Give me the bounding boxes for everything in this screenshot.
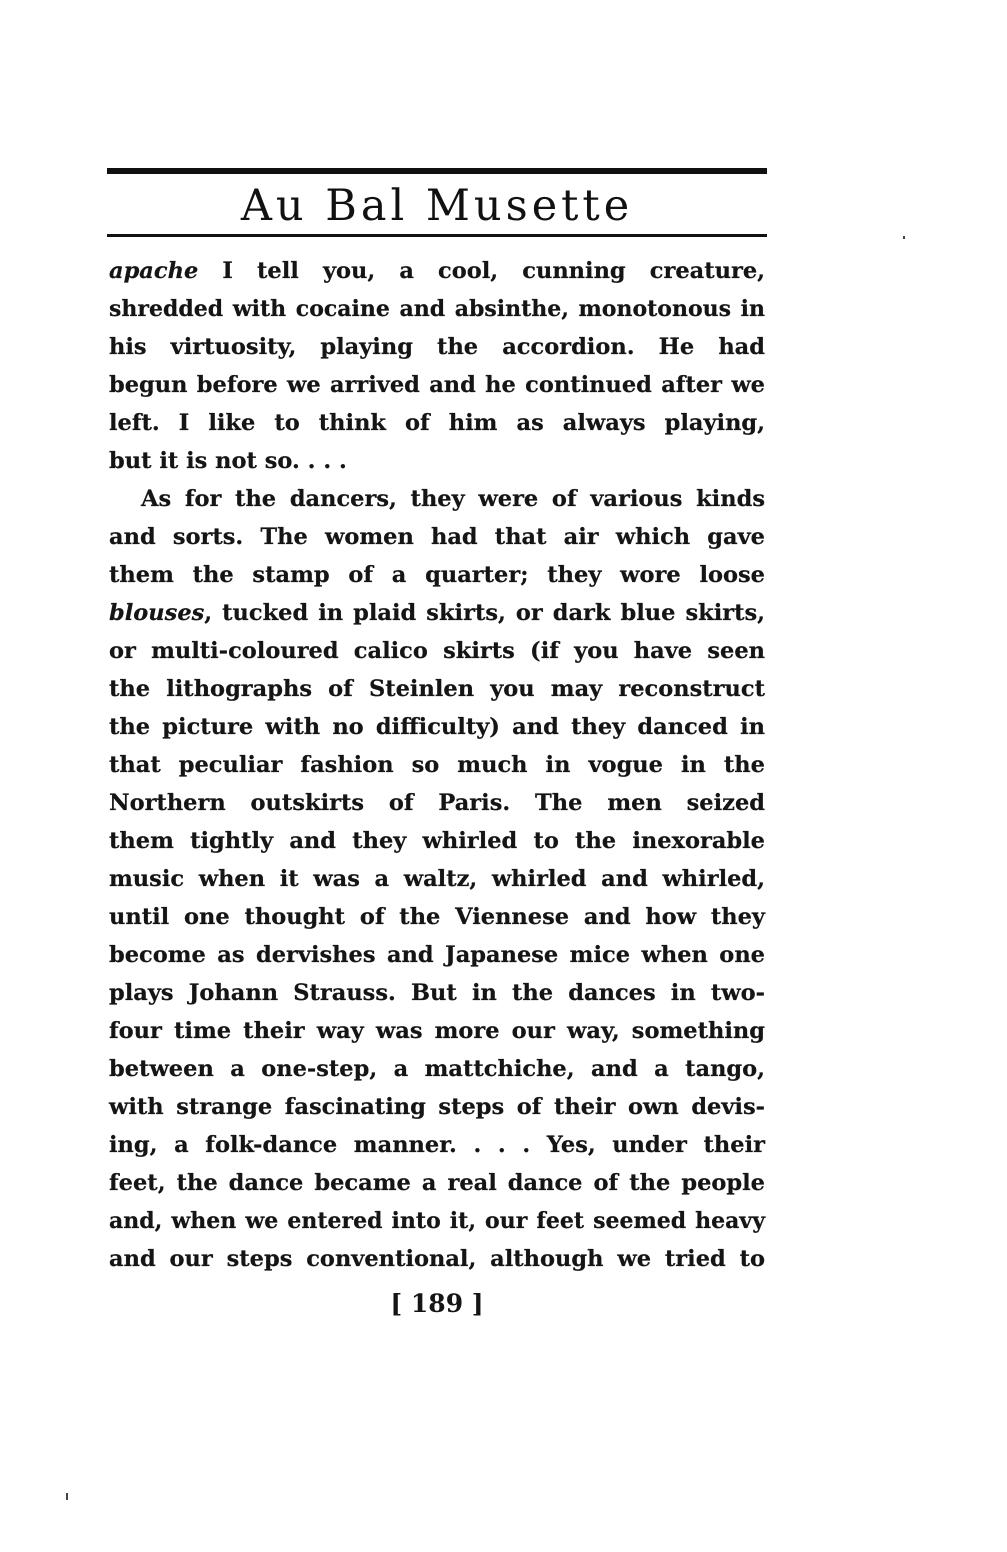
line-text: and sorts. The women had that air which gave bbox=[109, 524, 765, 550]
line-text: and our steps conventional, although we tried to bbox=[109, 1246, 765, 1272]
text-line-12 bbox=[109, 670, 765, 708]
text-line-18 bbox=[109, 898, 765, 936]
italic-word: blouses bbox=[109, 600, 205, 626]
line-text: ing, a folk-dance manner. . . . Yes, under their bbox=[109, 1132, 765, 1158]
text-line-5 bbox=[109, 404, 765, 442]
header-rule-top bbox=[107, 168, 767, 174]
line-text: that peculiar fashion so much in vogue in the bbox=[109, 752, 765, 778]
line-text: his virtuosity, playing the accordion. He had bbox=[109, 334, 765, 360]
text-line-4 bbox=[109, 366, 765, 404]
text-line-23 bbox=[109, 1088, 765, 1126]
text-line-19 bbox=[109, 936, 765, 974]
text-line-15 bbox=[109, 784, 765, 822]
text-line-6 bbox=[109, 442, 765, 480]
line-text: until one thought of the Viennese and how they bbox=[109, 904, 765, 930]
line-text: four time their way was more our way, something bbox=[109, 1018, 765, 1044]
text-line-3 bbox=[109, 328, 765, 366]
line-text: the lithographs of Steinlen you may reconstruct bbox=[109, 676, 765, 702]
line-text: left. I like to think of him as always playing, bbox=[109, 410, 765, 436]
header-rule-bottom bbox=[107, 234, 767, 237]
text-line-26 bbox=[109, 1202, 765, 1240]
scan-speck bbox=[66, 1493, 68, 1500]
text-line-25 bbox=[109, 1164, 765, 1202]
text-line-13 bbox=[109, 708, 765, 746]
text-line-24 bbox=[109, 1126, 765, 1164]
line-text: become as dervishes and Japanese mice when one bbox=[109, 942, 765, 968]
text-line-11 bbox=[109, 632, 765, 670]
line-text: plays Johann Strauss. But in the dances in two- bbox=[109, 980, 765, 1006]
text-line-22 bbox=[109, 1050, 765, 1088]
line-text: , tucked in plaid skirts, or dark blue skirts, bbox=[204, 600, 765, 626]
text-line-20 bbox=[109, 974, 765, 1012]
line-text: and, when we entered into it, our feet seemed heavy bbox=[109, 1208, 765, 1234]
running-title: Au Bal Musette bbox=[240, 181, 634, 231]
line-text: begun before we arrived and he continued after we bbox=[109, 372, 765, 398]
line-text: them tightly and they whirled to the inexorable bbox=[109, 828, 765, 854]
line-text: or multi-coloured calico skirts (if you have seen bbox=[109, 638, 765, 664]
line-text: Northern outskirts of Paris. The men seized bbox=[109, 790, 765, 816]
line-text: As for the dancers, they were of various kinds bbox=[141, 486, 765, 512]
line-text: them the stamp of a quarter; they wore loose bbox=[109, 562, 765, 588]
text-line-2 bbox=[109, 290, 765, 328]
italic-word: apache bbox=[109, 258, 199, 284]
scan-speck bbox=[903, 236, 905, 239]
line-text: shredded with cocaine and absinthe, monotonous in bbox=[109, 296, 765, 322]
line-text: the picture with no difficulty) and they danced in bbox=[109, 714, 765, 740]
line-text: music when it was a waltz, whirled and whirled, bbox=[109, 866, 765, 892]
text-line-9 bbox=[109, 556, 765, 594]
line-text: with strange fascinating steps of their own devis- bbox=[109, 1094, 765, 1120]
line-text: between a one-step, a mattchiche, and a tango, bbox=[109, 1056, 765, 1082]
body-text bbox=[109, 252, 765, 1278]
line-text: I tell you, a cool, cunning creature, bbox=[198, 258, 765, 284]
line-text: feet, the dance became a real dance of the people bbox=[109, 1170, 765, 1196]
text-line-27 bbox=[109, 1240, 765, 1278]
text-line-16 bbox=[109, 822, 765, 860]
text-line-17 bbox=[109, 860, 765, 898]
text-line-1 bbox=[109, 252, 765, 290]
page-number: [ 189 ] bbox=[390, 1289, 484, 1318]
text-line-8 bbox=[109, 518, 765, 556]
text-line-7 bbox=[109, 480, 765, 518]
text-line-14 bbox=[109, 746, 765, 784]
line-text: but it is not so. . . . bbox=[109, 448, 347, 474]
text-line-10 bbox=[109, 594, 765, 632]
text-line-21 bbox=[109, 1012, 765, 1050]
